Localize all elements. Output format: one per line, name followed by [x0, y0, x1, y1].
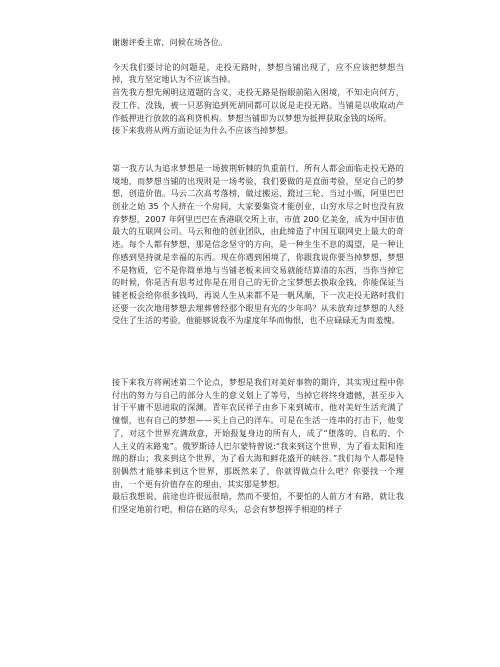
greeting-paragraph: 谢谢评委主席，问候在场各位。	[112, 37, 228, 47]
second-argument-paragraph: 接下来我方将阐述第二个论点，梦想是我们对美好事物的期许，其实现过程中你付出的努力与自己的部分人生的意义划上了等号，当掉它将终身遗憾，甚至步入甘于平庸不思进取的深渊。青年农民祥子由乡下来到城市，他对美好生活充满了憧憬，也有自己的梦想——买上自己的洋车。可是在生活一连串的打击下，他变了，对这个世界充满敌意，开始报复身边的所有人，成了“堕落的、自私的、个人主义的末路鬼”。俄罗斯诗人巴尔蒙特曾说:“我来到这个世界，为了看太阳和连绵的群山；我来到这个世界，为了看大海和鲜花盛开的峡谷。”我们每个人都是特别偶然才能够来到这个世界，那既然来了，你就得做点什么吧？你要找一个理由，一个更有价值存在的理由，其实那是梦想。	[112, 377, 404, 489]
definition-paragraph: 首先我方想先阐明这道题的含义，走投无路是指眼前陷入困境，不知走向何方，没工作、没钱，被一只恶狗追到死胡同都可以说是走投无路。当铺是以收取动产作抵押进行放款的高利贷机构。梦想当铺即为以梦想为抵押获取金钱的场所。	[112, 87, 404, 123]
outline-paragraph: 接下来我将从两方面论证为什么不应该当掉梦想。	[112, 125, 293, 136]
closing-paragraph: 最后我想说，前途也许很远很暗，然而不要怕，不要怕的人前方才有路，就让我们坚定地前行吧，相信在路的尽头，总会有梦想挥手相迎的样子	[112, 491, 404, 515]
first-argument-paragraph: 第一我方认为追求梦想是一场披荆斩棘的负重前行，所有人都会面临走投无路的境地，而梦想当铺的出现则是一场考验，我们要做的是直面考验，坚定自己的梦想，创造价值。马云二次高考落榜，做过搬运、蹬过三轮、当过小贩，阿里巴巴创业之始 35 个人挤在一个房间，大家要集资才能创业，山穷水尽之时也没有放弃梦想，2007 年阿里巴巴在香港联交所上市，市值 200 亿美金，成为中国市值最大的互联网公司。马云和他的创业团队，由此缔造了中国互联网史上最大的奇迹。每个人都有梦想，那是信念坚守的方向，是一种生生不息的渴望，是一种让你感到坚持就是幸福的东西。现在你遇到困境了，你跟我说你要当掉梦想，梦想不是物质，它不是你简单地与当铺老板来回交易就能结算清的东西，当你当掉它的时候，你是否有思考过你是在用自己的无价之宝梦想去换取金钱，你能保证当铺老板会给你很多钱吗，再说人生从来都不是一帆风顺，下一次走投无路时我们还要一次次地用梦想去埋葬曾经那个眼里有光的少年吗？从未放弃过梦想的人经受住了生活的考验，他能够说我不为虚度年华而悔恨，也不应碌碌无为而羞愧。	[112, 162, 404, 326]
topic-paragraph: 今天我们要讨论的问题是，走投无路时，梦想当铺出现了，应不应该把梦想当掉，我方坚定地认为不应该当掉。	[112, 61, 404, 85]
